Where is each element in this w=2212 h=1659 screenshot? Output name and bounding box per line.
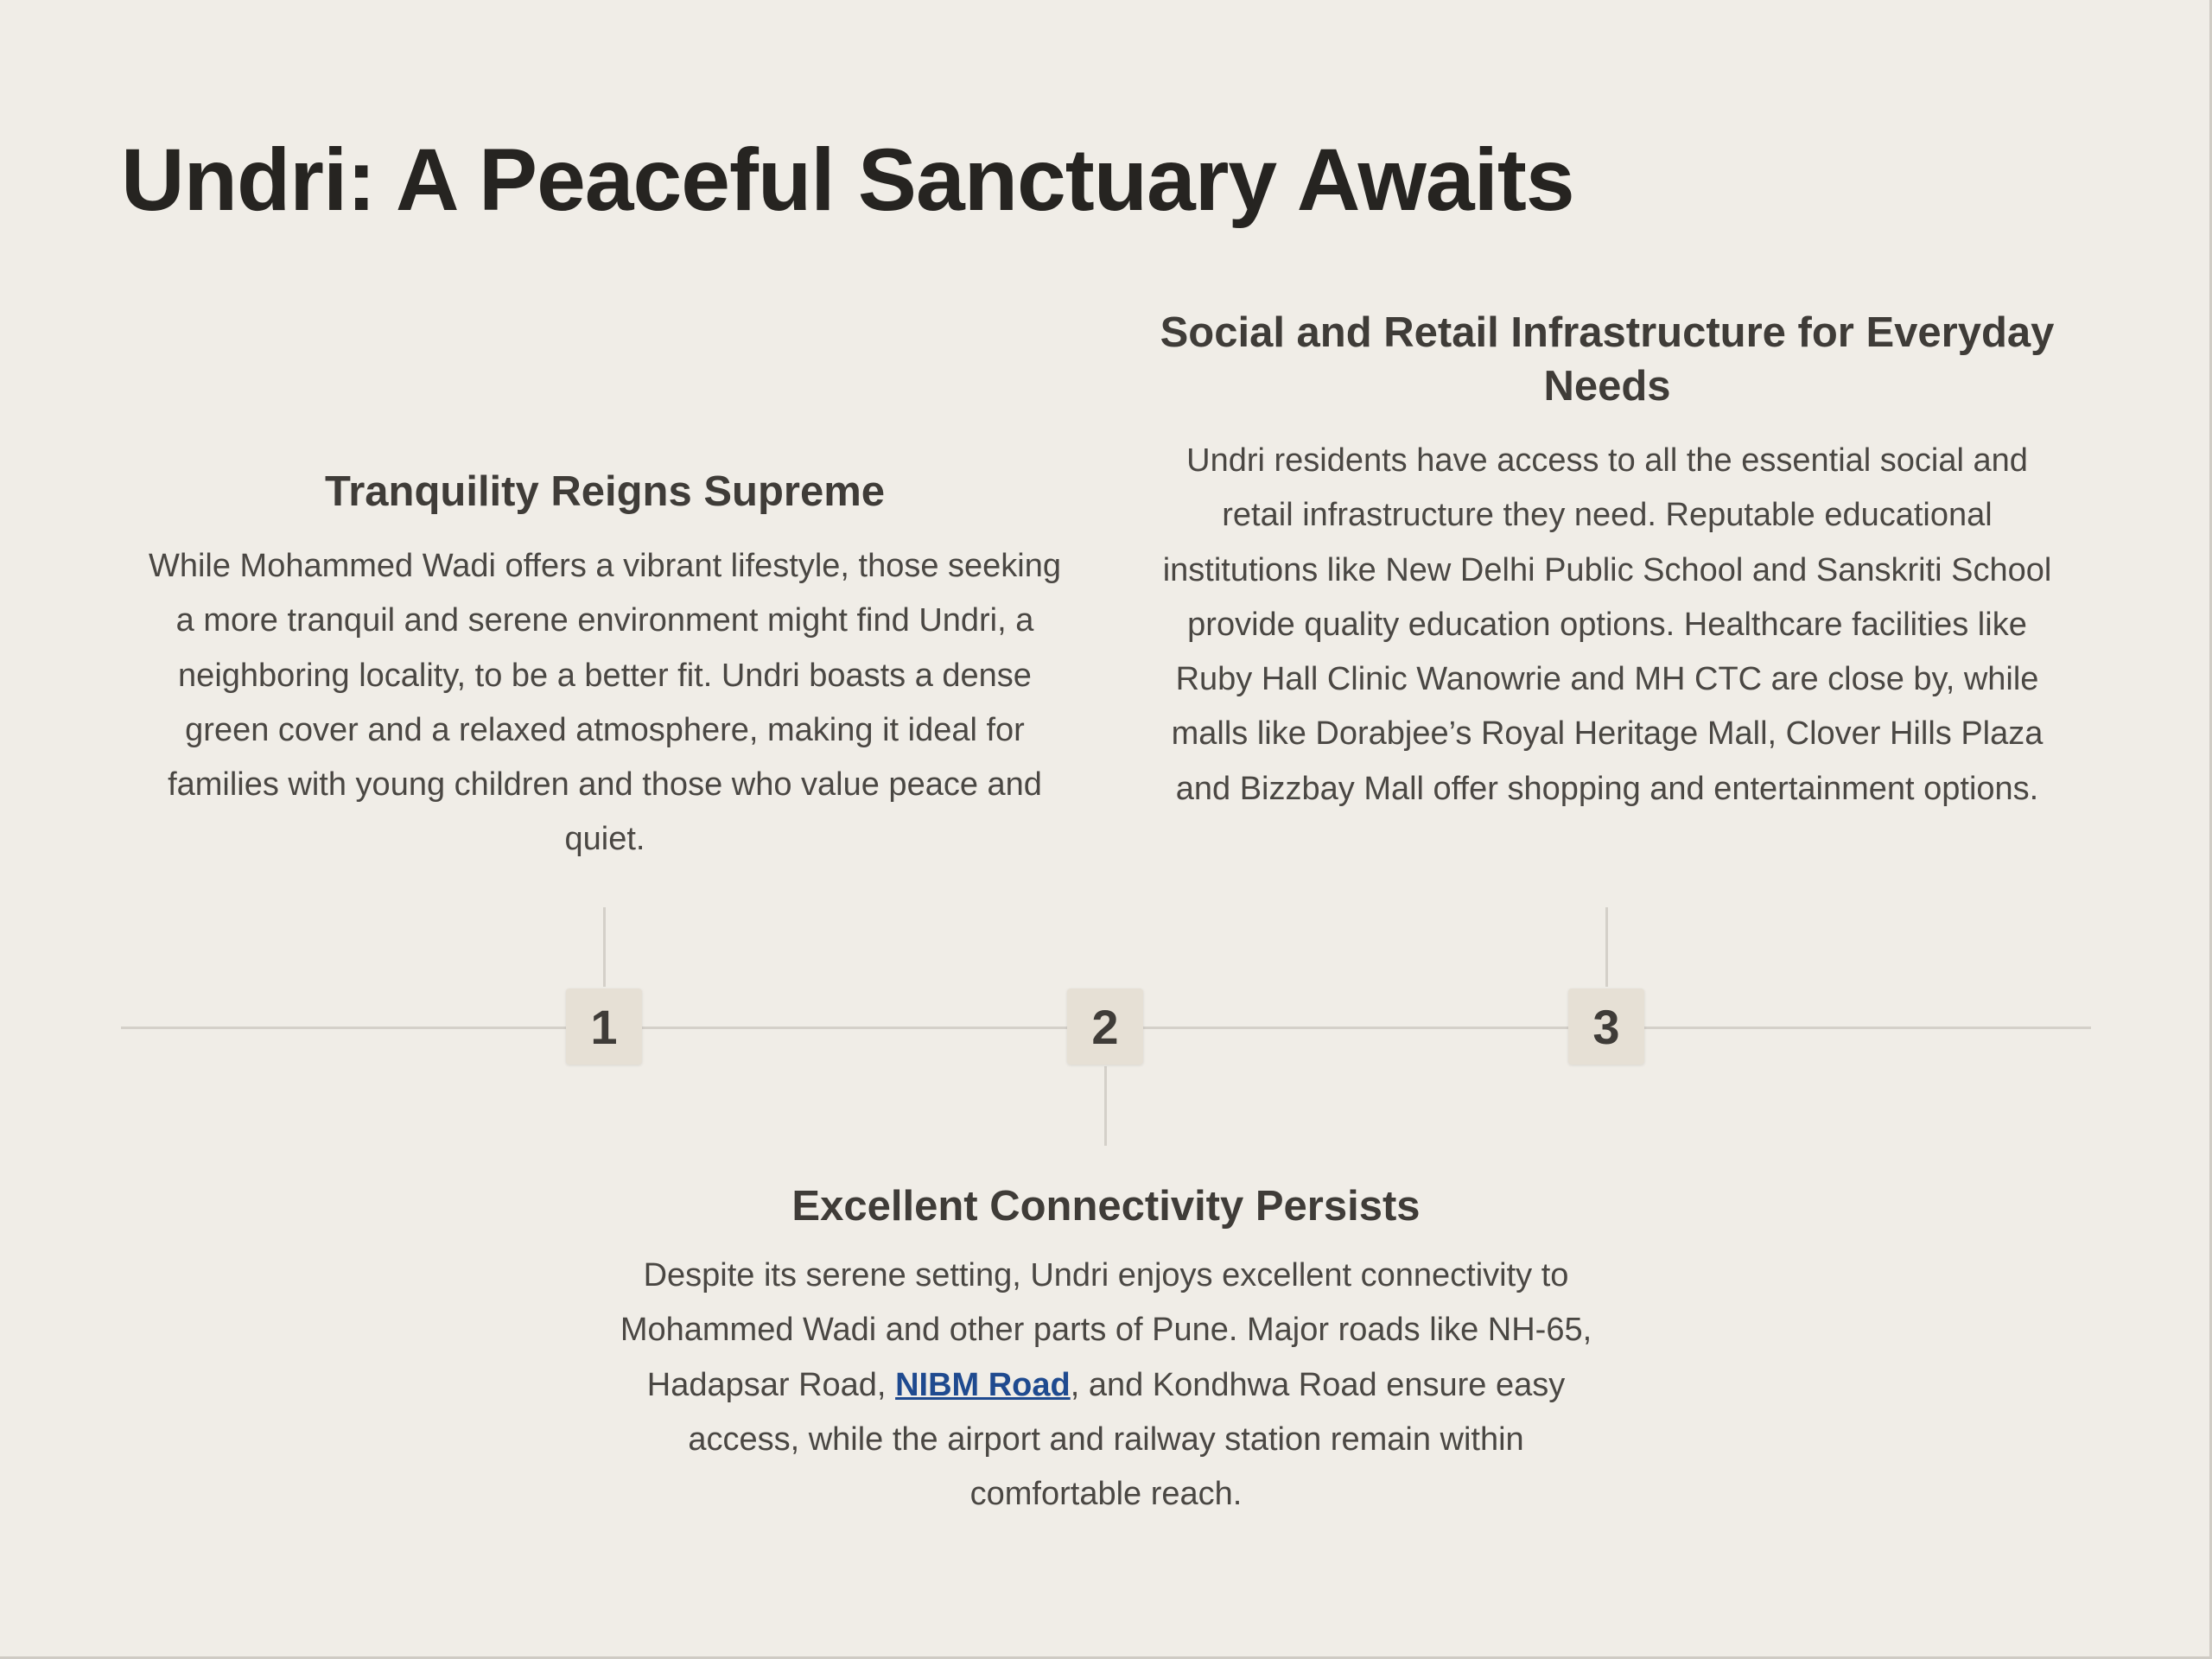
card-connectivity [605, 1179, 1607, 1522]
card-tranquility-text: While Mohammed Wadi offers a vibrant lifestyle, those seeking a more tranquil and serene environment might find Undri, a neighboring locality, to be a better fit. Undri boasts a dense green cover and a relaxed atmosphere, making it ideal for families with young children and those who value peace and quiet. [148, 548, 1062, 858]
nibm-road-link[interactable]: NIBM Road [895, 1366, 1071, 1403]
timeline-connector-3 [1605, 907, 1608, 987]
card-infrastructure [1158, 306, 2056, 817]
page-title: Undri: A Peaceful Sanctuary Awaits [121, 130, 1574, 229]
card-infrastructure-text: Undri residents have access to all the essential social and retail infrastructure they need. Reputable educational institutions like New Delhi Public School and Sanskriti School provide quality education options. Healthcare facilities like Ruby Hall Clinic Wanowrie and MH CTC are close by, while malls like Dorabjee’s Royal Heritage Mall, Clover Hills Plaza and Bizzbay Mall offer shopping and entertainment options. [1162, 442, 2052, 807]
timeline-marker-1: 1 [566, 988, 642, 1065]
timeline-connector-1 [603, 907, 606, 987]
card-tranquility [138, 465, 1071, 868]
timeline-connector-2 [1104, 1066, 1107, 1146]
card-connectivity-text-end: , and Kondhwa Road ensure easy access, while the airport and railway station remain within comfortable reach. [688, 1366, 1566, 1513]
card-infrastructure-title: Social and Retail Infrastructure for Everyday Needs [1160, 309, 2055, 410]
timeline-marker-2: 2 [1067, 988, 1143, 1065]
card-connectivity-text-start: Despite its serene setting, Undri enjoys excellent connectivity to Mohammed Wadi and other parts of Pune. Major roads like NH-65, Hadapsar Road, [620, 1257, 1592, 1403]
timeline-marker-3: 3 [1568, 988, 1644, 1065]
card-connectivity-title: Excellent Connectivity Persists [791, 1183, 1421, 1230]
card-tranquility-title: Tranquility Reigns Supreme [324, 468, 886, 515]
card-connectivity-text [605, 1249, 1607, 1522]
